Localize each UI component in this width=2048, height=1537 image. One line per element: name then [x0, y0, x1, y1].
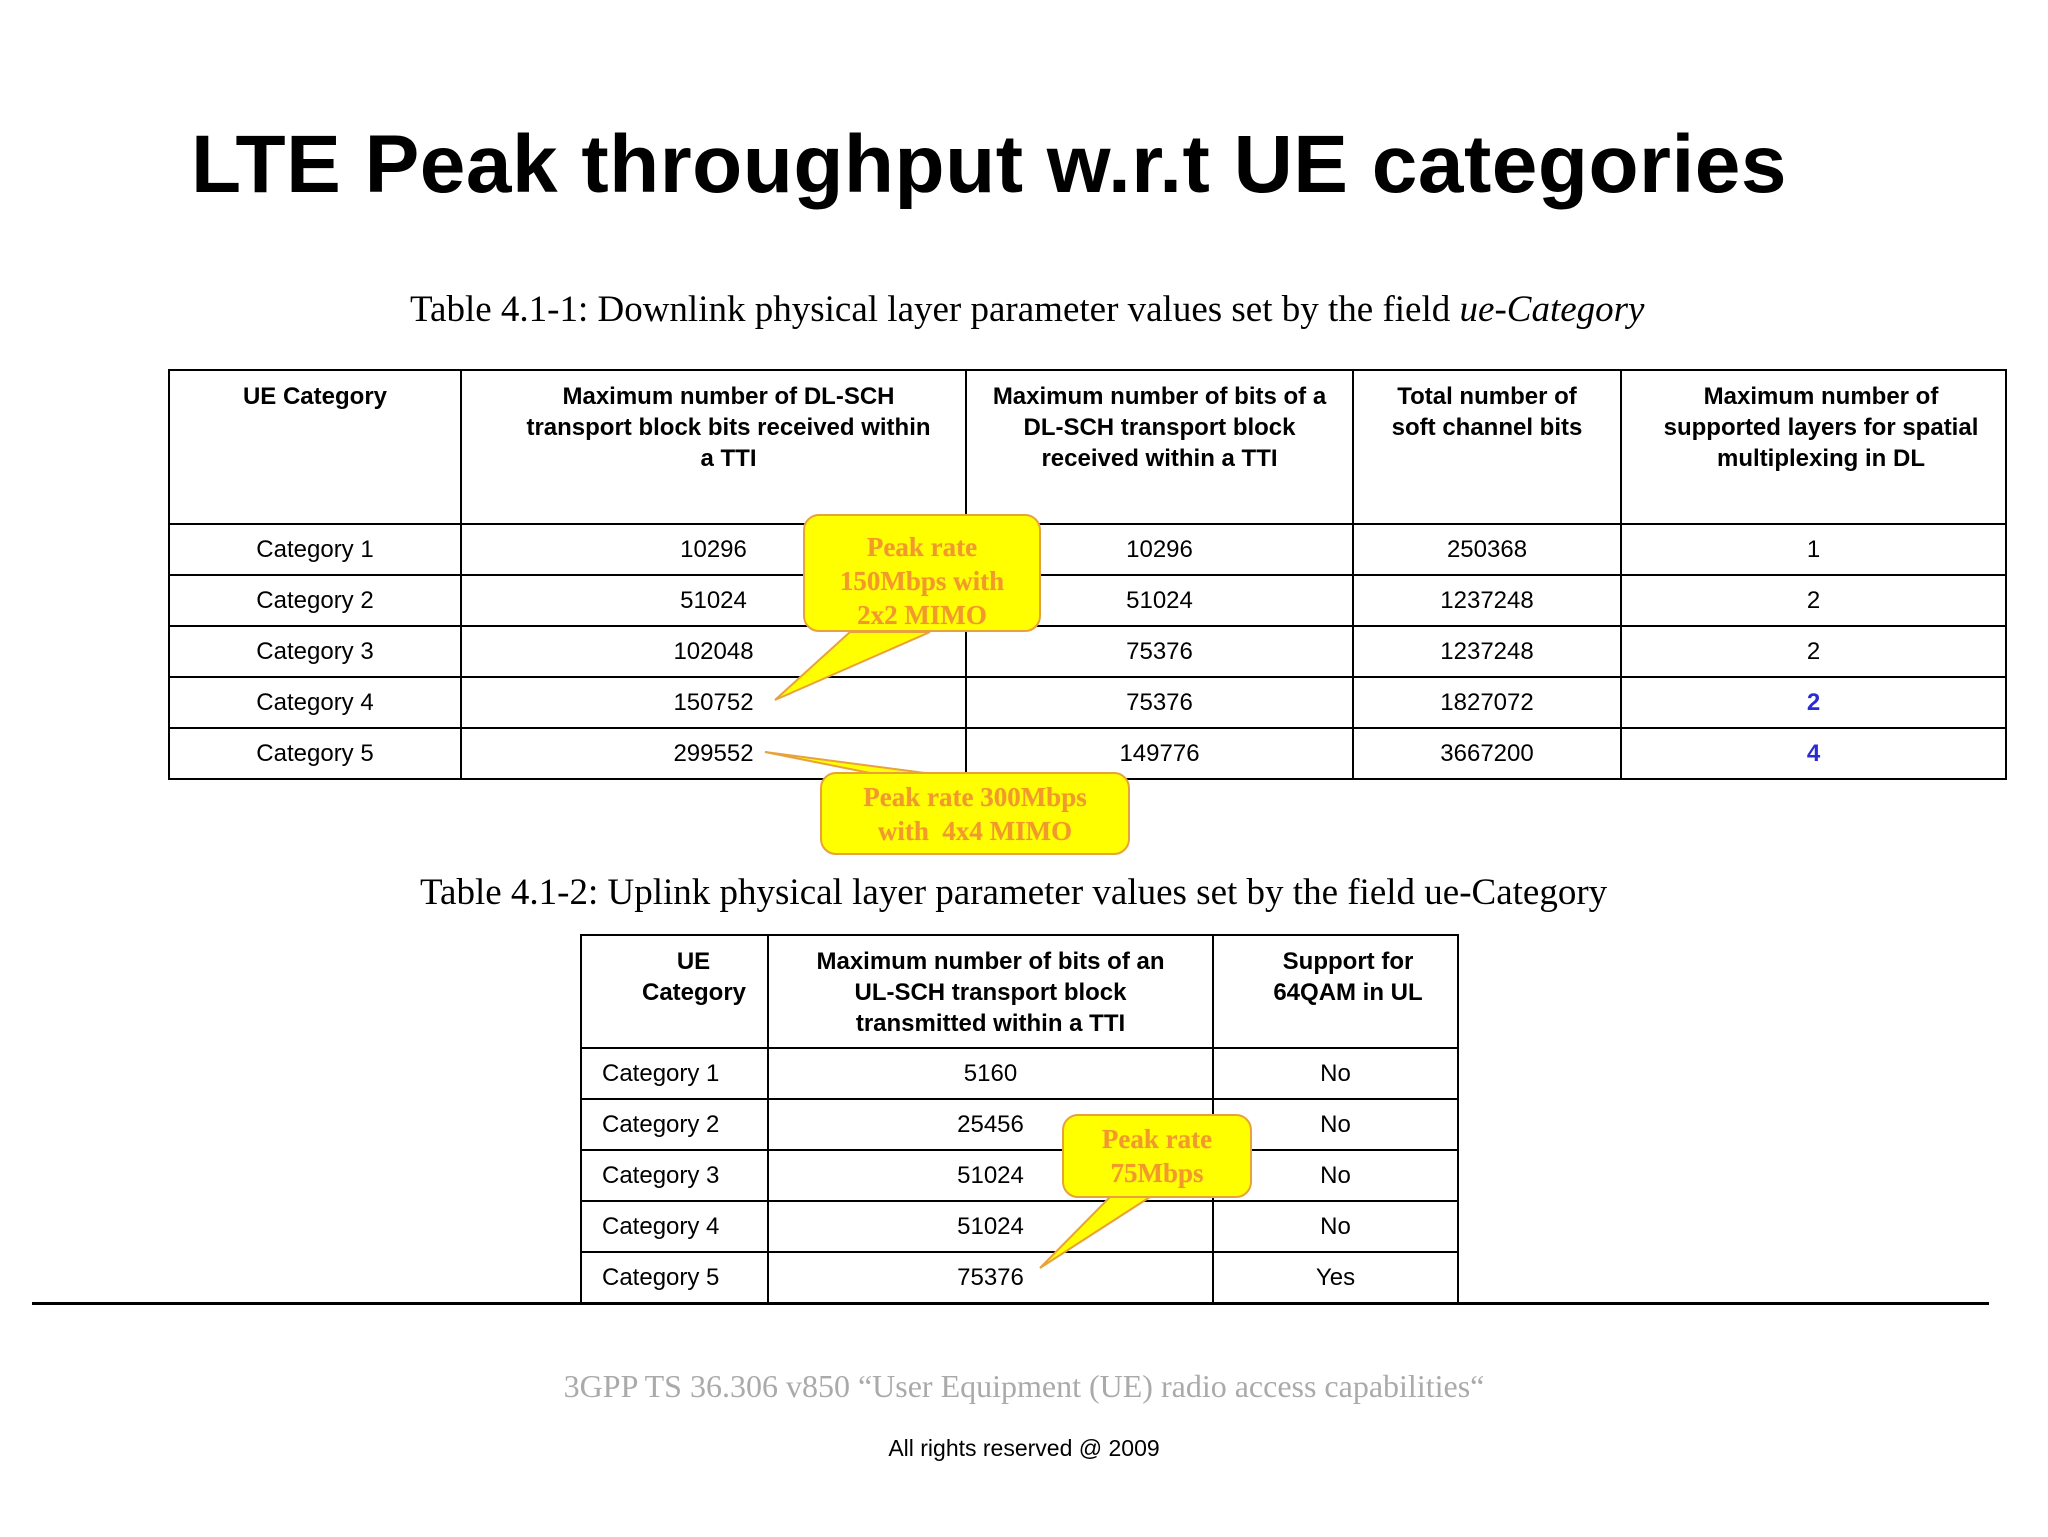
downlink-header-ue-category: UE Category [169, 370, 461, 524]
downlink-cell: 75376 [966, 626, 1353, 677]
downlink-cell: 250368 [1353, 524, 1621, 575]
uplink-cell: Category 3 [581, 1150, 768, 1201]
footer-divider [32, 1302, 1989, 1305]
downlink-cell: 1237248 [1353, 575, 1621, 626]
uplink-table-caption: Table 4.1-2: Uplink physical layer parameter values set by the field ue-Category [420, 872, 1608, 913]
downlink-cell: 149776 [966, 728, 1353, 779]
uplink-cell: Category 5 [581, 1252, 768, 1303]
uplink-cell: Category 1 [581, 1048, 768, 1099]
downlink-cell: 1827072 [1353, 677, 1621, 728]
source-citation: 3GPP TS 36.306 v850 “User Equipment (UE) radio access capabilities“ [563, 1368, 1485, 1404]
callout-peak-75mbps [1062, 1114, 1252, 1198]
callout-pointer-150mbps [775, 632, 930, 700]
downlink-caption-italic: ue-Category [1459, 289, 1645, 330]
downlink-cell: 102048 [461, 626, 966, 677]
uplink-cell: 51024 [768, 1201, 1213, 1252]
callout-line: Peak rate [1101, 1124, 1213, 1154]
downlink-cell: 51024 [966, 575, 1353, 626]
downlink-header-max-bits-block: Maximum number of bits of a DL-SCH transport block received within a TTI [966, 370, 1353, 524]
downlink-cell-highlight: 4 [1621, 728, 2006, 779]
callout-line: Peak rate [866, 532, 978, 562]
uplink-cell: Category 2 [581, 1099, 768, 1150]
callout-line: Peak rate 300Mbps [863, 782, 1087, 812]
downlink-cell: Category 4 [169, 677, 461, 728]
callout-peak-150mbps [803, 514, 1041, 632]
uplink-cell: 25456 [768, 1099, 1213, 1150]
uplink-cell: No [1213, 1201, 1458, 1252]
uplink-cell: No [1213, 1048, 1458, 1099]
uplink-cell: 5160 [768, 1048, 1213, 1099]
uplink-cell: No [1213, 1150, 1458, 1201]
downlink-cell: Category 5 [169, 728, 461, 779]
uplink-header-64qam-support: Support for 64QAM in UL [1213, 935, 1458, 1048]
uplink-cell: 75376 [768, 1252, 1213, 1303]
callout-line: 2x2 MIMO [857, 600, 987, 630]
downlink-cell: Category 2 [169, 575, 461, 626]
downlink-cell: Category 1 [169, 524, 461, 575]
downlink-cell-highlight: 2 [1621, 677, 2006, 728]
downlink-caption-text: Table 4.1-1: Downlink physical layer parameter values set by the field [410, 289, 1460, 330]
callout-line: with 4x4 MIMO [877, 816, 1073, 846]
uplink-cell: Yes [1213, 1252, 1458, 1303]
downlink-cell: 51024 [461, 575, 966, 626]
downlink-header-max-layers: Maximum number of supported layers for spatial multiplexing in DL [1621, 370, 2006, 524]
downlink-header-soft-channel-bits: Total number of soft channel bits [1353, 370, 1621, 524]
uplink-cell: Category 4 [581, 1201, 768, 1252]
downlink-cell: 1237248 [1353, 626, 1621, 677]
uplink-cell: 51024 [768, 1150, 1213, 1201]
downlink-cell: 1 [1621, 524, 2006, 575]
uplink-cell: No [1213, 1099, 1458, 1150]
downlink-cell: Category 3 [169, 626, 461, 677]
downlink-cell: 3667200 [1353, 728, 1621, 779]
downlink-cell: 150752 [461, 677, 966, 728]
callout-peak-300mbps [820, 772, 1130, 855]
callout-line: 150Mbps with [839, 566, 1005, 596]
uplink-header-ue-category: UE Category [581, 935, 768, 1048]
downlink-header-max-dlsch-bits: Maximum number of DL-SCH transport block bits received within a TTI [461, 370, 966, 524]
downlink-cell: 2 [1621, 626, 2006, 677]
downlink-cell: 75376 [966, 677, 1353, 728]
uplink-header-max-ulsch-bits: Maximum number of bits of an UL-SCH transport block transmitted within a TTI [768, 935, 1213, 1048]
callout-pointer-75mbps [1040, 1197, 1150, 1268]
slide-title: LTE Peak throughput w.r.t UE categories [191, 119, 1787, 210]
callout-line: 75Mbps [1110, 1158, 1204, 1188]
downlink-cell: 10296 [966, 524, 1353, 575]
copyright-notice: All rights reserved @ 2009 [888, 1435, 1160, 1461]
downlink-cell: 299552 [461, 728, 966, 779]
downlink-cell: 2 [1621, 575, 2006, 626]
downlink-cell: 10296 [461, 524, 966, 575]
